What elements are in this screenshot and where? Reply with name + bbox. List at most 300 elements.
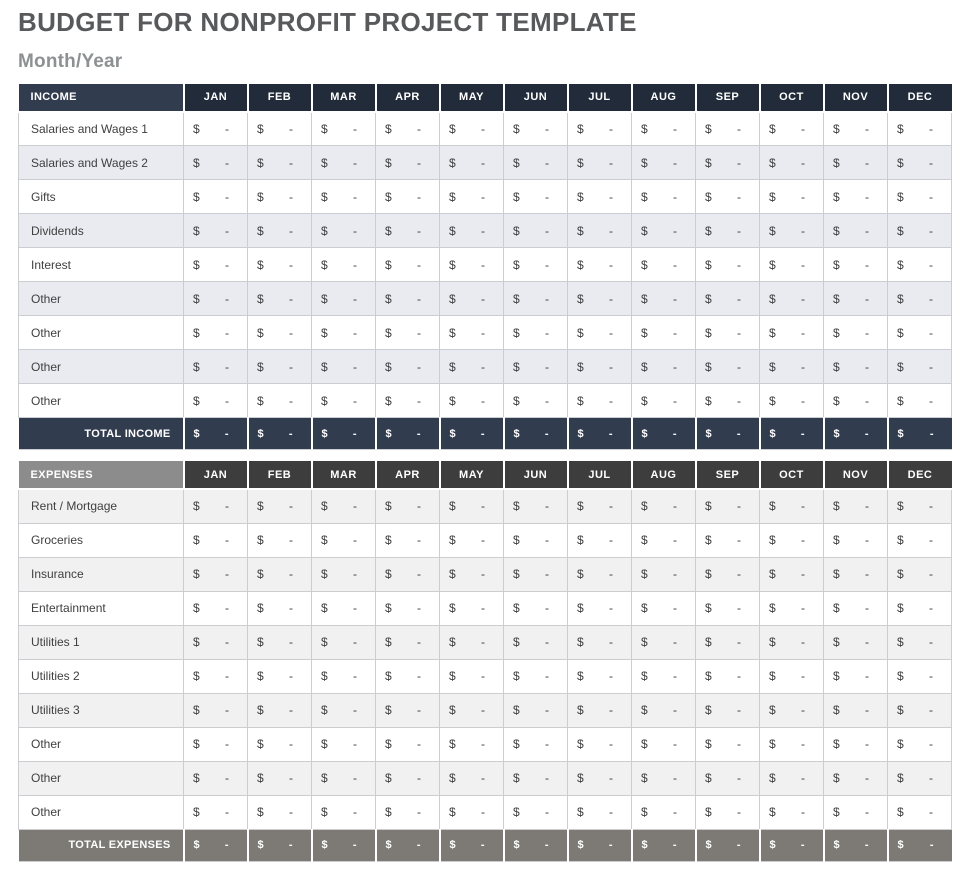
amount-cell[interactable] (376, 248, 440, 282)
amount-cell[interactable] (824, 727, 888, 761)
amount-value: - (801, 189, 805, 204)
amount-cell[interactable] (312, 146, 376, 180)
currency-symbol: $ (513, 601, 520, 616)
amount-cell[interactable] (312, 693, 376, 727)
amount-cell[interactable] (440, 489, 504, 523)
amount-cell[interactable] (760, 112, 824, 146)
amount-cell[interactable] (376, 384, 440, 418)
cell-value-wrap (248, 737, 311, 751)
amount-cell[interactable] (248, 214, 312, 248)
currency-symbol: $ (897, 325, 904, 340)
amount-cell[interactable] (184, 523, 248, 557)
amount-cell[interactable] (568, 591, 632, 625)
currency-symbol: $ (257, 703, 264, 718)
amount-cell[interactable] (248, 112, 312, 146)
amount-cell[interactable] (632, 489, 696, 523)
table-header-row (19, 461, 952, 489)
amount-cell[interactable] (760, 727, 824, 761)
amount-cell[interactable] (184, 761, 248, 795)
amount-cell[interactable] (312, 350, 376, 384)
amount-cell[interactable] (248, 282, 312, 316)
amount-cell[interactable] (440, 282, 504, 316)
amount-cell[interactable] (376, 659, 440, 693)
amount-value: - (929, 839, 934, 852)
amount-cell[interactable] (888, 523, 952, 557)
amount-cell[interactable] (696, 659, 760, 693)
amount-value: - (225, 703, 229, 718)
amount-cell[interactable] (568, 350, 632, 384)
amount-value: - (225, 805, 229, 820)
amount-cell[interactable] (760, 384, 824, 418)
amount-cell[interactable] (888, 591, 952, 625)
amount-cell[interactable] (888, 659, 952, 693)
amount-cell[interactable] (824, 214, 888, 248)
amount-cell[interactable] (568, 659, 632, 693)
amount-cell[interactable] (184, 795, 248, 829)
amount-cell[interactable] (184, 625, 248, 659)
amount-cell[interactable] (248, 180, 312, 214)
cell-value-wrap (824, 567, 887, 581)
amount-cell[interactable] (760, 795, 824, 829)
amount-cell[interactable] (568, 146, 632, 180)
amount-cell[interactable] (376, 557, 440, 591)
amount-cell[interactable] (376, 761, 440, 795)
table-row (19, 214, 952, 248)
amount-cell[interactable] (248, 489, 312, 523)
amount-cell[interactable] (376, 146, 440, 180)
amount-cell[interactable] (568, 523, 632, 557)
currency-symbol: $ (193, 427, 200, 440)
amount-cell[interactable] (184, 727, 248, 761)
amount-cell[interactable] (440, 557, 504, 591)
amount-cell[interactable] (760, 316, 824, 350)
amount-cell[interactable] (312, 523, 376, 557)
amount-cell[interactable] (824, 523, 888, 557)
amount-cell[interactable] (696, 557, 760, 591)
amount-cell[interactable] (632, 523, 696, 557)
amount-cell[interactable] (440, 214, 504, 248)
amount-cell[interactable] (248, 146, 312, 180)
amount-cell[interactable] (696, 523, 760, 557)
currency-symbol: $ (577, 669, 584, 684)
amount-cell[interactable] (568, 761, 632, 795)
amount-cell[interactable] (696, 591, 760, 625)
amount-cell[interactable] (632, 591, 696, 625)
amount-cell[interactable] (440, 316, 504, 350)
amount-value: - (289, 325, 293, 340)
amount-cell[interactable] (504, 523, 568, 557)
amount-cell[interactable] (824, 557, 888, 591)
amount-cell[interactable] (504, 112, 568, 146)
amount-cell[interactable] (440, 523, 504, 557)
amount-value: - (673, 155, 677, 170)
amount-cell[interactable] (824, 625, 888, 659)
currency-symbol: $ (833, 805, 840, 820)
amount-cell[interactable] (440, 659, 504, 693)
amount-cell[interactable] (696, 282, 760, 316)
amount-cell[interactable] (760, 761, 824, 795)
amount-cell[interactable] (248, 350, 312, 384)
amount-cell[interactable] (888, 761, 952, 795)
cell-value-wrap (568, 805, 631, 819)
amount-cell[interactable] (568, 112, 632, 146)
amount-cell[interactable] (568, 693, 632, 727)
amount-value: - (737, 635, 741, 650)
amount-cell[interactable] (504, 384, 568, 418)
amount-cell[interactable] (696, 316, 760, 350)
currency-symbol: $ (641, 601, 648, 616)
amount-cell[interactable] (824, 248, 888, 282)
amount-value: - (417, 257, 421, 272)
currency-symbol: $ (641, 533, 648, 548)
amount-cell[interactable] (184, 591, 248, 625)
amount-cell[interactable] (760, 214, 824, 248)
amount-cell[interactable] (504, 146, 568, 180)
amount-cell[interactable] (888, 316, 952, 350)
amount-cell[interactable] (824, 693, 888, 727)
amount-cell[interactable] (312, 316, 376, 350)
amount-cell[interactable] (504, 795, 568, 829)
amount-cell[interactable] (568, 316, 632, 350)
income-total-label: TOTAL INCOME (19, 418, 184, 450)
currency-symbol: $ (449, 393, 456, 408)
amount-cell[interactable] (504, 557, 568, 591)
amount-cell[interactable] (632, 727, 696, 761)
amount-cell[interactable] (184, 489, 248, 523)
amount-cell[interactable] (888, 282, 952, 316)
amount-cell[interactable] (248, 659, 312, 693)
amount-cell[interactable] (440, 591, 504, 625)
cell-value-wrap (568, 292, 631, 306)
amount-cell[interactable] (824, 761, 888, 795)
amount-cell[interactable] (824, 659, 888, 693)
amount-cell[interactable] (504, 591, 568, 625)
amount-cell[interactable] (696, 350, 760, 384)
amount-cell[interactable] (376, 282, 440, 316)
amount-cell[interactable] (376, 214, 440, 248)
currency-symbol: $ (577, 635, 584, 650)
amount-cell[interactable] (760, 591, 824, 625)
amount-cell[interactable] (440, 795, 504, 829)
amount-cell[interactable] (504, 625, 568, 659)
amount-cell[interactable] (312, 112, 376, 146)
amount-value: - (417, 393, 421, 408)
amount-cell[interactable] (632, 248, 696, 282)
amount-cell[interactable] (504, 180, 568, 214)
amount-cell[interactable] (696, 146, 760, 180)
amount-cell[interactable] (248, 248, 312, 282)
total-amount-cell (248, 829, 312, 861)
amount-cell[interactable] (568, 489, 632, 523)
amount-cell[interactable] (760, 146, 824, 180)
amount-cell[interactable] (824, 591, 888, 625)
amount-value: - (289, 155, 293, 170)
amount-cell[interactable] (824, 316, 888, 350)
amount-cell[interactable] (632, 350, 696, 384)
amount-cell[interactable] (632, 795, 696, 829)
amount-cell[interactable] (248, 761, 312, 795)
amount-cell[interactable] (504, 693, 568, 727)
amount-cell[interactable] (632, 625, 696, 659)
amount-cell[interactable] (248, 693, 312, 727)
amount-value: - (481, 635, 485, 650)
amount-cell[interactable] (312, 384, 376, 418)
total-amount-cell (440, 829, 504, 861)
amount-cell[interactable] (888, 557, 952, 591)
amount-cell[interactable] (184, 693, 248, 727)
amount-cell[interactable] (824, 384, 888, 418)
amount-cell[interactable] (504, 659, 568, 693)
amount-cell[interactable] (504, 727, 568, 761)
amount-cell[interactable] (824, 146, 888, 180)
amount-cell[interactable] (376, 727, 440, 761)
cell-value-wrap (760, 224, 823, 238)
amount-value: - (672, 427, 677, 440)
amount-cell[interactable] (824, 112, 888, 146)
amount-cell[interactable] (504, 761, 568, 795)
amount-cell[interactable] (696, 727, 760, 761)
amount-cell[interactable] (504, 350, 568, 384)
amount-cell[interactable] (312, 557, 376, 591)
amount-cell[interactable] (888, 214, 952, 248)
amount-cell[interactable] (440, 350, 504, 384)
amount-cell[interactable] (824, 489, 888, 523)
currency-symbol: $ (193, 703, 200, 718)
amount-cell[interactable] (248, 625, 312, 659)
amount-cell[interactable] (184, 282, 248, 316)
amount-cell[interactable] (440, 727, 504, 761)
amount-cell[interactable] (312, 180, 376, 214)
amount-cell[interactable] (888, 795, 952, 829)
currency-symbol: $ (321, 635, 328, 650)
amount-cell[interactable] (568, 727, 632, 761)
amount-cell[interactable] (888, 625, 952, 659)
amount-cell[interactable] (312, 214, 376, 248)
amount-cell[interactable] (440, 693, 504, 727)
amount-cell[interactable] (760, 693, 824, 727)
amount-cell[interactable] (376, 489, 440, 523)
currency-symbol: $ (577, 393, 584, 408)
amount-cell[interactable] (312, 591, 376, 625)
amount-value: - (609, 291, 613, 306)
amount-cell[interactable] (184, 350, 248, 384)
amount-cell[interactable] (504, 316, 568, 350)
amount-value: - (480, 839, 485, 852)
amount-cell[interactable] (696, 180, 760, 214)
amount-cell[interactable] (312, 659, 376, 693)
amount-cell[interactable] (312, 489, 376, 523)
amount-value: - (673, 737, 677, 752)
amount-cell[interactable] (440, 625, 504, 659)
currency-symbol: $ (321, 155, 328, 170)
amount-cell[interactable] (824, 282, 888, 316)
amount-cell[interactable] (760, 282, 824, 316)
amount-cell[interactable] (760, 489, 824, 523)
currency-symbol: $ (513, 703, 520, 718)
amount-cell[interactable] (376, 625, 440, 659)
amount-cell[interactable] (376, 316, 440, 350)
amount-value: - (417, 601, 421, 616)
month-header-may: MAY (440, 84, 504, 112)
currency-symbol: $ (577, 257, 584, 272)
amount-cell[interactable] (568, 180, 632, 214)
currency-symbol: $ (577, 359, 584, 374)
amount-cell[interactable] (568, 214, 632, 248)
amount-cell[interactable] (504, 248, 568, 282)
currency-symbol: $ (513, 291, 520, 306)
amount-cell[interactable] (888, 180, 952, 214)
amount-cell[interactable] (184, 316, 248, 350)
amount-cell[interactable] (248, 316, 312, 350)
amount-cell[interactable] (568, 625, 632, 659)
amount-cell[interactable] (888, 489, 952, 523)
amount-cell[interactable] (376, 350, 440, 384)
amount-cell[interactable] (632, 761, 696, 795)
amount-cell[interactable] (440, 761, 504, 795)
month-header-nov: NOV (824, 84, 888, 112)
table-row (19, 112, 952, 146)
amount-cell[interactable] (184, 659, 248, 693)
amount-cell[interactable] (888, 693, 952, 727)
amount-cell[interactable] (696, 248, 760, 282)
amount-cell[interactable] (888, 350, 952, 384)
amount-cell[interactable] (440, 248, 504, 282)
amount-cell[interactable] (376, 693, 440, 727)
amount-cell[interactable] (376, 180, 440, 214)
amount-cell[interactable] (184, 112, 248, 146)
currency-symbol: $ (577, 839, 584, 852)
amount-value: - (673, 805, 677, 820)
amount-cell[interactable] (440, 146, 504, 180)
amount-cell[interactable] (888, 727, 952, 761)
amount-cell[interactable] (888, 248, 952, 282)
amount-cell[interactable] (696, 112, 760, 146)
amount-cell[interactable] (568, 795, 632, 829)
cell-value-wrap (824, 635, 887, 649)
amount-cell[interactable] (376, 591, 440, 625)
amount-cell[interactable] (568, 384, 632, 418)
amount-cell[interactable] (632, 316, 696, 350)
amount-value: - (865, 359, 869, 374)
amount-cell[interactable] (504, 282, 568, 316)
amount-cell[interactable] (696, 795, 760, 829)
amount-cell[interactable] (824, 180, 888, 214)
amount-cell[interactable] (568, 282, 632, 316)
amount-cell[interactable] (632, 180, 696, 214)
currency-symbol: $ (321, 805, 328, 820)
amount-cell[interactable] (632, 384, 696, 418)
amount-value: - (544, 839, 549, 852)
amount-cell[interactable] (632, 282, 696, 316)
amount-cell[interactable] (312, 282, 376, 316)
amount-cell[interactable] (760, 248, 824, 282)
amount-cell[interactable] (632, 214, 696, 248)
amount-value: - (737, 121, 741, 136)
amount-cell[interactable] (376, 112, 440, 146)
amount-cell[interactable] (440, 180, 504, 214)
amount-value: - (289, 805, 293, 820)
currency-symbol: $ (321, 669, 328, 684)
amount-cell[interactable] (184, 557, 248, 591)
amount-cell[interactable] (568, 557, 632, 591)
amount-value: - (609, 189, 613, 204)
amount-cell[interactable] (248, 795, 312, 829)
amount-cell[interactable] (696, 384, 760, 418)
amount-cell[interactable] (184, 214, 248, 248)
amount-cell[interactable] (888, 384, 952, 418)
amount-cell[interactable] (632, 659, 696, 693)
amount-cell[interactable] (504, 214, 568, 248)
amount-cell[interactable] (632, 112, 696, 146)
amount-cell[interactable] (248, 557, 312, 591)
currency-symbol: $ (833, 669, 840, 684)
amount-cell[interactable] (184, 146, 248, 180)
amount-cell[interactable] (376, 523, 440, 557)
amount-cell[interactable] (312, 761, 376, 795)
amount-cell[interactable] (312, 795, 376, 829)
cell-value-wrap (632, 805, 695, 819)
amount-cell[interactable] (376, 795, 440, 829)
cell-value-wrap (313, 839, 375, 851)
amount-cell[interactable] (696, 625, 760, 659)
amount-cell[interactable] (312, 727, 376, 761)
cell-value-wrap (504, 292, 567, 306)
amount-cell[interactable] (248, 591, 312, 625)
amount-cell[interactable] (312, 248, 376, 282)
amount-cell[interactable] (696, 214, 760, 248)
cell-value-wrap (632, 771, 695, 785)
cell-value-wrap (504, 669, 567, 683)
amount-cell[interactable] (760, 659, 824, 693)
amount-cell[interactable] (248, 384, 312, 418)
amount-cell[interactable] (760, 350, 824, 384)
amount-cell[interactable] (696, 489, 760, 523)
table-row (19, 350, 952, 384)
amount-cell[interactable] (824, 795, 888, 829)
amount-cell[interactable] (824, 350, 888, 384)
amount-cell[interactable] (248, 727, 312, 761)
cell-value-wrap (632, 326, 695, 340)
amount-cell[interactable] (696, 693, 760, 727)
amount-cell[interactable] (632, 693, 696, 727)
cell-value-wrap (696, 737, 759, 751)
amount-cell[interactable] (696, 761, 760, 795)
amount-value: - (545, 359, 549, 374)
currency-symbol: $ (385, 669, 392, 684)
amount-cell[interactable] (504, 489, 568, 523)
amount-cell[interactable] (184, 248, 248, 282)
amount-cell[interactable] (440, 112, 504, 146)
amount-cell[interactable] (440, 384, 504, 418)
cell-value-wrap (888, 292, 951, 306)
amount-cell[interactable] (568, 248, 632, 282)
amount-cell[interactable] (888, 112, 952, 146)
amount-cell[interactable] (760, 625, 824, 659)
amount-cell[interactable] (248, 523, 312, 557)
amount-cell[interactable] (888, 146, 952, 180)
amount-cell[interactable] (312, 625, 376, 659)
amount-cell[interactable] (632, 557, 696, 591)
amount-cell[interactable] (184, 384, 248, 418)
amount-value: - (481, 393, 485, 408)
amount-cell[interactable] (760, 180, 824, 214)
amount-value: - (417, 805, 421, 820)
amount-cell[interactable] (760, 557, 824, 591)
amount-cell[interactable] (760, 523, 824, 557)
amount-cell[interactable] (184, 180, 248, 214)
amount-value: - (673, 223, 677, 238)
amount-cell[interactable] (632, 146, 696, 180)
